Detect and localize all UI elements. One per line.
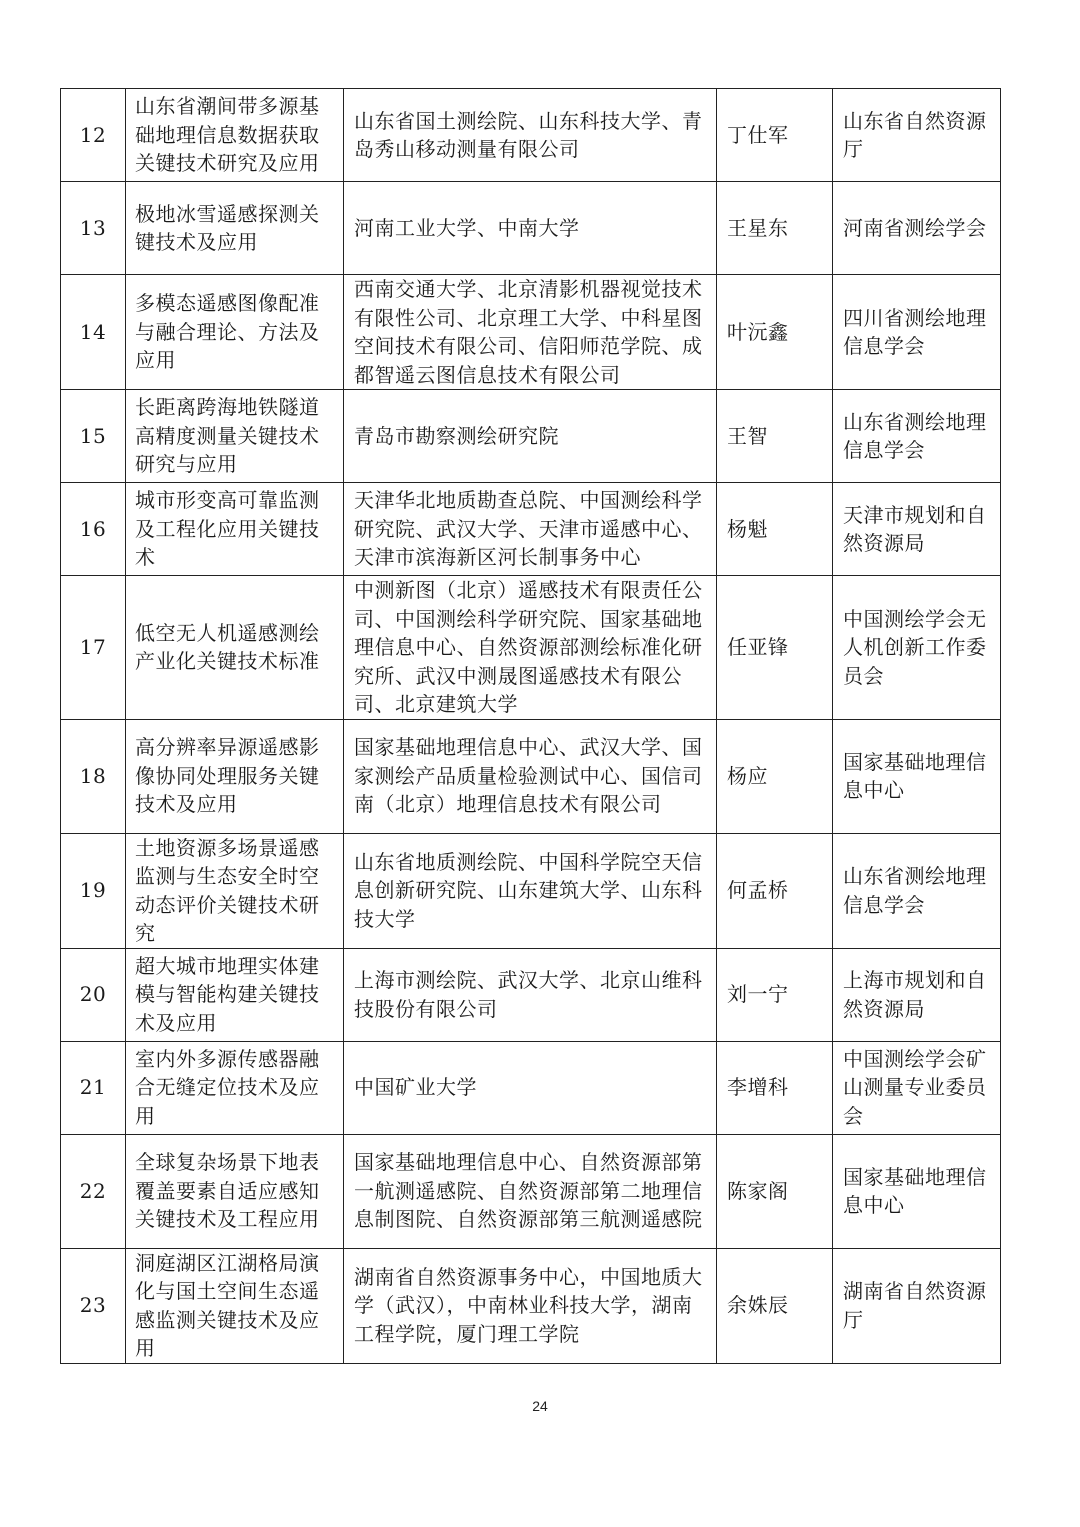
table-row (61, 89, 1001, 182)
person: 何孟桥 (717, 833, 833, 948)
person: 余姝辰 (717, 1248, 833, 1363)
project-title: 室内外多源传感器融合无缝定位技术及应用 (126, 1041, 344, 1134)
table-row (61, 948, 1001, 1041)
table-row (61, 275, 1001, 390)
table-row (61, 719, 1001, 833)
project-title: 低空无人机遥感测绘产业化关键技术标准 (126, 576, 344, 720)
row-number: 17 (61, 576, 126, 720)
project-title: 山东省潮间带多源基础地理信息数据获取关键技术研究及应用 (126, 89, 344, 182)
person: 陈家阁 (717, 1134, 833, 1248)
row-number: 18 (61, 719, 126, 833)
nominating-org: 山东省测绘地理信息学会 (833, 390, 1001, 483)
project-title: 土地资源多场景遥感监测与生态安全时空动态评价关键技术研究 (126, 833, 344, 948)
units: 西南交通大学、北京清影机器视觉技术有限性公司、北京理工大学、中科星图空间技术有限公司、信阳师范学院、成都智遥云图信息技术有限公司 (344, 275, 717, 390)
project-title: 长距离跨海地铁隧道高精度测量关键技术研究与应用 (126, 390, 344, 483)
table-row (61, 576, 1001, 720)
project-title: 城市形变高可靠监测及工程化应用关键技术 (126, 483, 344, 576)
project-title: 高分辨率异源遥感影像协同处理服务关键技术及应用 (126, 719, 344, 833)
nominating-org: 山东省测绘地理信息学会 (833, 833, 1001, 948)
units: 上海市测绘院、武汉大学、北京山维科技股份有限公司 (344, 948, 717, 1041)
units: 中国矿业大学 (344, 1041, 717, 1134)
units: 国家基础地理信息中心、自然资源部第一航测遥感院、自然资源部第二地理信息制图院、自然资源部第三航测遥感院 (344, 1134, 717, 1248)
person: 任亚锋 (717, 576, 833, 720)
table-row (61, 182, 1001, 275)
row-number: 16 (61, 483, 126, 576)
person: 叶沅鑫 (717, 275, 833, 390)
nominating-org: 湖南省自然资源厅 (833, 1248, 1001, 1363)
table-row (61, 483, 1001, 576)
row-number: 22 (61, 1134, 126, 1248)
project-title: 极地冰雪遥感探测关键技术及应用 (126, 182, 344, 275)
nominating-org: 中国测绘学会无人机创新工作委员会 (833, 576, 1001, 720)
nominating-org: 山东省自然资源厅 (833, 89, 1001, 182)
table-row (61, 1248, 1001, 1363)
nominating-org: 天津市规划和自然资源局 (833, 483, 1001, 576)
projects-table (60, 88, 1001, 1364)
units: 中测新图（北京）遥感技术有限责任公司、中国测绘科学研究院、国家基础地理信息中心、自然资源部测绘标准化研究所、武汉中测晟图遥感技术有限公司、北京建筑大学 (344, 576, 717, 720)
project-title: 超大城市地理实体建模与智能构建关键技术及应用 (126, 948, 344, 1041)
units: 河南工业大学、中南大学 (344, 182, 717, 275)
page-number: 24 (532, 1398, 548, 1414)
nominating-org: 上海市规划和自然资源局 (833, 948, 1001, 1041)
row-number: 21 (61, 1041, 126, 1134)
units: 青岛市勘察测绘研究院 (344, 390, 717, 483)
person: 李增科 (717, 1041, 833, 1134)
nominating-org: 中国测绘学会矿山测量专业委员会 (833, 1041, 1001, 1134)
person: 刘一宁 (717, 948, 833, 1041)
table-row (61, 1041, 1001, 1134)
table-row (61, 833, 1001, 948)
units: 国家基础地理信息中心、武汉大学、国家测绘产品质量检验测试中心、国信司南（北京）地理信息技术有限公司 (344, 719, 717, 833)
project-title: 洞庭湖区江湖格局演化与国土空间生态遥感监测关键技术及应用 (126, 1248, 344, 1363)
units: 山东省地质测绘院、中国科学院空天信息创新研究院、山东建筑大学、山东科技大学 (344, 833, 717, 948)
person: 王智 (717, 390, 833, 483)
person: 杨魁 (717, 483, 833, 576)
nominating-org: 国家基础地理信息中心 (833, 719, 1001, 833)
row-number: 20 (61, 948, 126, 1041)
person: 杨应 (717, 719, 833, 833)
nominating-org: 四川省测绘地理信息学会 (833, 275, 1001, 390)
row-number: 19 (61, 833, 126, 948)
nominating-org: 国家基础地理信息中心 (833, 1134, 1001, 1248)
nominating-org: 河南省测绘学会 (833, 182, 1001, 275)
row-number: 14 (61, 275, 126, 390)
project-title: 多模态遥感图像配准与融合理论、方法及应用 (126, 275, 344, 390)
row-number: 23 (61, 1248, 126, 1363)
row-number: 13 (61, 182, 126, 275)
row-number: 15 (61, 390, 126, 483)
units: 山东省国土测绘院、山东科技大学、青岛秀山移动测量有限公司 (344, 89, 717, 182)
units: 湖南省自然资源事务中心，中国地质大学（武汉），中南林业科技大学，湖南工程学院，厦门理工学院 (344, 1248, 717, 1363)
person: 王星东 (717, 182, 833, 275)
row-number: 12 (61, 89, 126, 182)
person: 丁仕军 (717, 89, 833, 182)
table-row (61, 1134, 1001, 1248)
units: 天津华北地质勘查总院、中国测绘科学研究院、武汉大学、天津市遥感中心、天津市滨海新区河长制事务中心 (344, 483, 717, 576)
project-title: 全球复杂场景下地表覆盖要素自适应感知关键技术及工程应用 (126, 1134, 344, 1248)
table-row (61, 390, 1001, 483)
